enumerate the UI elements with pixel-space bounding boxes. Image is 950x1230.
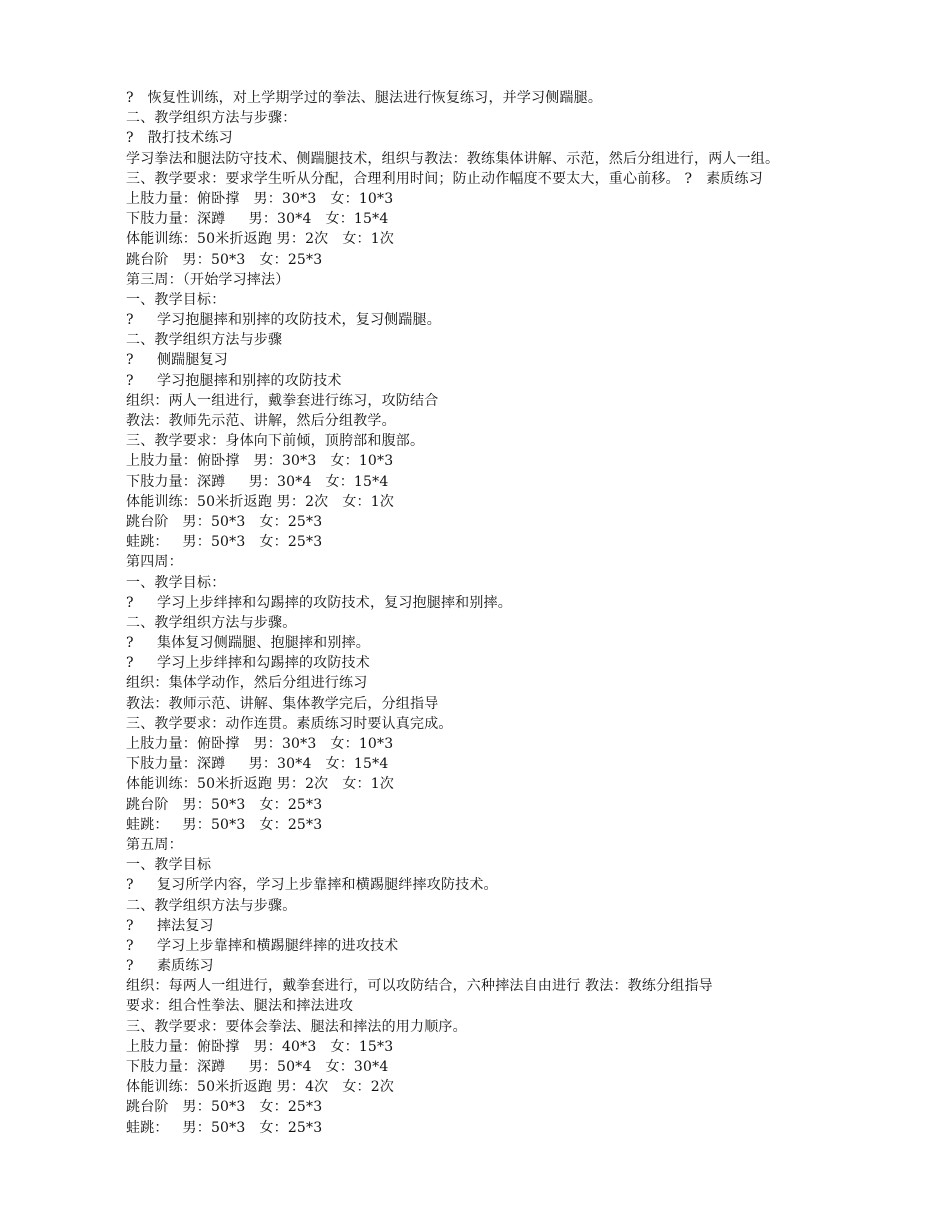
text-line: 跳台阶 男：50*3 女：25*3: [126, 251, 323, 268]
text-line: 二、教学组织方法与步骤。: [126, 614, 297, 631]
text-line: 下肢力量：深蹲 男：30*4 女：15*4: [126, 473, 389, 490]
text-line: 体能训练：50米折返跑 男：4次 女：2次: [126, 1079, 395, 1096]
text-line: ? 学习抱腿摔和别摔的攻防技术，复习侧踹腿。: [126, 312, 441, 329]
text-line: 第三周：（开始学习摔法）: [126, 271, 290, 288]
text-line: ? 摔法复习: [126, 917, 214, 934]
text-line: 下肢力量：深蹲 男：30*4 女：15*4: [126, 211, 389, 228]
text-line: 组织：两人一组进行，戴拳套进行练习，攻防结合: [126, 392, 439, 409]
text-line: ? 恢复性训练，对上学期学过的拳法、腿法进行恢复练习，并学习侧踹腿。: [126, 90, 603, 106]
text-line: 学习拳法和腿法防守技术、侧踹腿技术，组织与教法：教练集体讲解、示范，然后分组进行，两人一组。: [126, 150, 780, 167]
text-line: 组织：集体学动作，然后分组进行练习: [126, 675, 368, 692]
text-line: ? 复习所学内容，学习上步靠摔和横踢腿绊摔攻防技术。: [126, 877, 498, 894]
text-line: 教法：教师示范、讲解、集体教学完后，分组指导: [126, 695, 439, 712]
text-line: 教法：教师先示范、讲解，然后分组教学。: [126, 413, 396, 429]
text-line: 下肢力量：深蹲 男：50*4 女：30*4: [126, 1059, 389, 1075]
text-line: 上肢力量：俯卧撑 男：30*3 女：10*3: [126, 453, 394, 470]
text-line: 下肢力量：深蹲 男：30*4 女：15*4: [126, 756, 389, 773]
text-line: 二、教学组织方法与步骤：: [126, 110, 297, 127]
text-line: 跳台阶 男：50*3 女：25*3: [126, 796, 323, 813]
text-line: 蛙跳： 男：50*3 女：25*3: [126, 816, 323, 833]
text-line: ? 素质练习: [126, 958, 214, 975]
text-line: 体能训练：50米折返跑 男：2次 女：1次: [126, 776, 395, 793]
text-line: 蛙跳： 男：50*3 女：25*3: [126, 1119, 323, 1136]
text-line: 要求：组合性拳法、腿法和摔法进攻: [126, 998, 354, 1015]
text-line: 二、教学组织方法与步骤: [126, 332, 283, 349]
text-line: 蛙跳： 男：50*3 女：25*3: [126, 534, 323, 551]
text-line: 三、教学要求：动作连贯。素质练习时要认真完成。: [126, 715, 453, 732]
text-line: ? 学习上步绊摔和勾踢摔的攻防技术，复习抱腿摔和别摔。: [126, 594, 512, 611]
text-line: ? 学习上步绊摔和勾踢摔的攻防技术: [126, 655, 370, 672]
text-line: 体能训练：50米折返跑 男：2次 女：1次: [126, 231, 395, 248]
text-line: 一、教学目标: [126, 857, 212, 874]
text-line: 三、教学要求：身体向下前倾，顶胯部和腹部。: [126, 433, 425, 450]
text-line: 体能训练：50米折返跑 男：2次 女：1次: [126, 493, 395, 510]
text-line: 三、教学要求：要体会拳法、腿法和摔法的用力顺序。: [126, 1018, 467, 1035]
text-line: 三、教学要求：要求学生听从分配，合理利用时间；防止动作幅度不要太大，重心前移。 ? 素质练习: [126, 170, 763, 187]
text-line: 第五周：: [126, 836, 183, 853]
text-line: ? 侧踹腿复习: [126, 352, 228, 369]
text-line: 上肢力量：俯卧撑 男：30*3 女：10*3: [126, 190, 394, 207]
document-body: [126, 88, 926, 1138]
text-line: ? 学习抱腿摔和别摔的攻防技术: [126, 372, 342, 389]
text-line: 跳台阶 男：50*3 女：25*3: [126, 1099, 323, 1116]
text-line: ? 集体复习侧踹腿、抱腿摔和别摔。: [126, 635, 370, 652]
text-line: 第四周：: [126, 554, 183, 571]
text-line: 一、教学目标：: [126, 291, 226, 308]
text-line: ? 学习上步靠摔和横踢腿绊摔的进攻技术: [126, 937, 399, 954]
text-line: ? 散打技术练习: [126, 130, 233, 147]
text-line: 跳台阶 男：50*3 女：25*3: [126, 513, 323, 530]
text-line: 组织：每两人一组进行，戴拳套进行，可以攻防结合，六种摔法自由进行 教法：教练分组指导: [126, 978, 713, 995]
text-line: 一、教学目标：: [126, 574, 226, 591]
text-line: 二、教学组织方法与步骤。: [126, 897, 297, 914]
text-line: 上肢力量：俯卧撑 男：30*3 女：10*3: [126, 736, 394, 752]
text-line: 上肢力量：俯卧撑 男：40*3 女：15*3: [126, 1038, 394, 1055]
